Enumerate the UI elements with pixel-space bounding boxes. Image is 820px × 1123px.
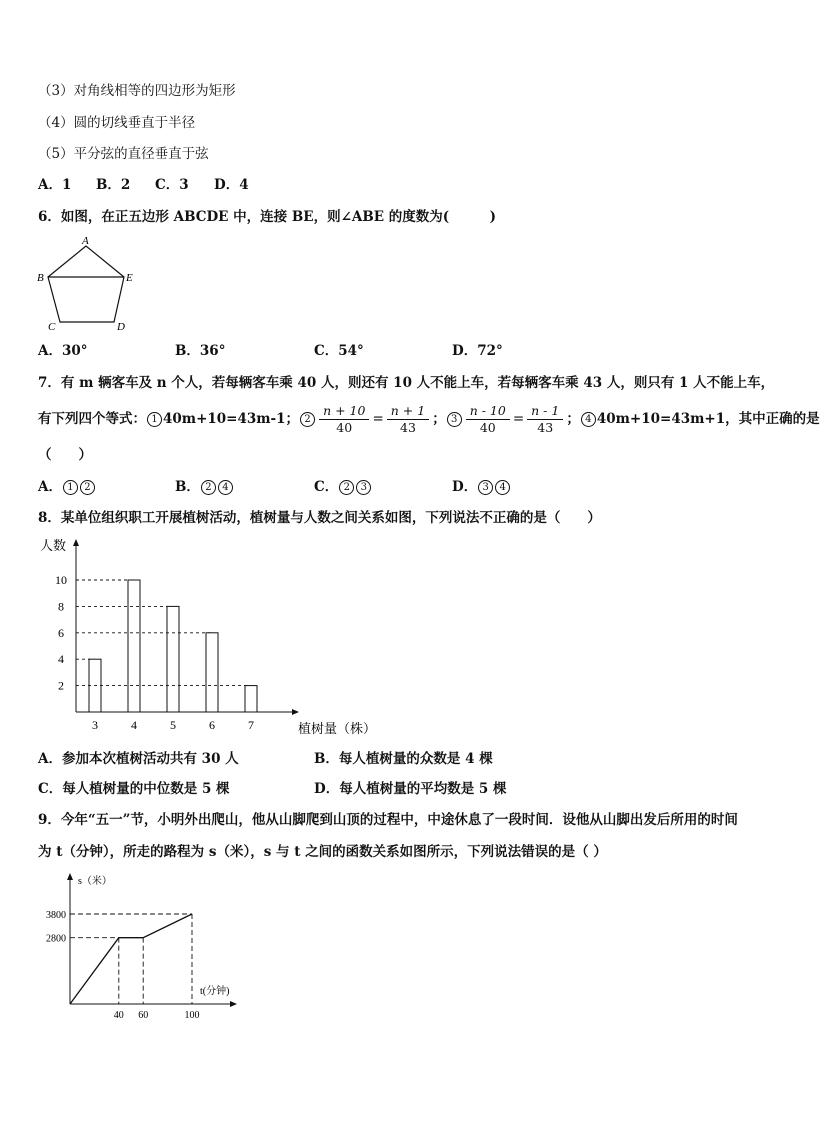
q7-option-d-mark2: 4 <box>495 480 510 495</box>
line-ylabel: s（米） <box>78 876 112 887</box>
q5-option-b: B．2 <box>96 177 131 193</box>
q7-eq4: 40m+10=43m+1，其中正确的是 <box>596 411 820 427</box>
q7-eq4-mark: 4 <box>581 412 596 427</box>
bar-ytick-4: 4 <box>58 652 64 667</box>
bar-xtick-7: 7 <box>248 718 254 732</box>
q7-option-c <box>314 478 372 496</box>
q6-option-d: D．72° <box>452 343 503 359</box>
line-ytick-2800: 2800 <box>46 933 66 945</box>
q8-option-b: B．每人植树量的众数是 4 棵 <box>314 751 493 767</box>
bar-ytick-6: 6 <box>58 625 64 640</box>
bar-xtick-5: 5 <box>170 718 176 732</box>
q5-option-d: D．4 <box>214 177 249 193</box>
q8-option-c: C．每人植树量的中位数是 5 棵 <box>38 781 230 797</box>
q7-option-b-mark2: 4 <box>218 480 233 495</box>
q7-eq2-rhs <box>387 403 429 436</box>
q7-eq3-mark: 3 <box>447 412 462 427</box>
bar-ytick-10: 10 <box>55 573 67 587</box>
q7-stem-prefix: 有下列四个等式： <box>38 411 146 427</box>
pentagon-figure <box>34 234 144 334</box>
q7-eq2-lhs-den: 40 <box>336 419 353 435</box>
q8-option-a: A．参加本次植树活动共有 30 人 <box>38 751 239 767</box>
hiking-distance-line-chart <box>34 868 274 1028</box>
bar-ytick-8: 8 <box>58 599 64 614</box>
bar-xtick-4: 4 <box>131 718 137 732</box>
vertex-label-e: E <box>126 272 133 284</box>
q7-stem-line3: （ ） <box>38 447 92 463</box>
q7-option-d-letter: D． <box>452 479 478 495</box>
q7-option-b-letter: B． <box>175 479 200 495</box>
q7-option-c-mark1: 2 <box>339 480 354 495</box>
q9-stem-line2: 为 t（分钟），所走的路程为 s（米），s 与 t 之间的函数关系如图所示，下列说法错误的是（ ） <box>38 844 607 860</box>
q7-option-c-mark2: 3 <box>356 480 371 495</box>
q7-option-a-letter: A． <box>38 479 62 495</box>
bar-ytick-2: 2 <box>58 678 64 693</box>
q7-stem-line1: 7．有 m 辆客车及 n 个人，若每辆客车乘 40 人，则还有 10 人不能上车，若每辆客车乘 43 人，则只有 1 人不能上车， <box>38 375 775 391</box>
line-xtick-60: 60 <box>138 1010 149 1021</box>
q7-option-b-mark1: 2 <box>201 480 216 495</box>
q7-eq2-lhs-num: n + 10 <box>319 403 369 420</box>
line-xtick-40: 40 <box>113 1010 124 1021</box>
bar-xlabel: 植树量（株） <box>298 722 377 737</box>
q7-eq3-lhs <box>466 403 510 436</box>
q7-option-a-mark2: 2 <box>80 480 95 495</box>
bar-6 <box>206 633 218 712</box>
q7-eq3-sep: ； <box>566 411 580 427</box>
line-ytick-3800: 3800 <box>46 910 66 921</box>
bar-xtick-3: 3 <box>92 718 98 732</box>
q7-eq2-rhs-num: n + 1 <box>387 403 429 420</box>
q7-stem-line2 <box>38 400 820 438</box>
q7-eq3-lhs-den: 40 <box>479 419 496 435</box>
q7-eq2-rhs-den: 43 <box>400 419 416 435</box>
bar-5 <box>167 606 179 712</box>
q6-option-a: A．30° <box>38 343 88 359</box>
q7-option-a-mark1: 1 <box>63 480 78 495</box>
q5-option-c: C．3 <box>155 177 189 193</box>
vertex-label-b: B <box>37 272 44 284</box>
line-series <box>70 914 192 1004</box>
vertex-label-a: A <box>82 235 89 247</box>
q5-item-3: （3）对角线相等的四边形为矩形 <box>38 83 236 99</box>
bar-xtick-6: 6 <box>209 718 215 732</box>
q6-option-b: B．36° <box>175 343 226 359</box>
q5-option-a: A．1 <box>38 177 72 193</box>
q7-eq2-equals: = <box>372 411 384 427</box>
q7-option-d-mark1: 3 <box>478 480 493 495</box>
q6-stem: 6．如图，在正五边形 ABCDE 中，连接 BE，则∠ABE 的度数为( ) <box>38 209 497 225</box>
q7-eq3-lhs-num: n - 10 <box>466 403 510 420</box>
q9-stem-line1: 9．今年“五一”节，小明外出爬山，他从山脚爬到山顶的过程中，中途休息了一段时间．设他从山脚出发后所用的时间 <box>38 812 738 828</box>
q8-stem: 8．某单位组织职工开展植树活动，植树量与人数之间关系如图，下列说法不正确的是（ ） <box>38 510 601 526</box>
q7-option-b <box>175 478 234 496</box>
bar-ylabel: 人数 <box>40 539 67 554</box>
q7-option-a <box>38 478 96 496</box>
q7-eq2-mark: 2 <box>300 412 315 427</box>
tree-planting-bar-chart <box>34 532 404 742</box>
vertex-label-d: D <box>117 321 125 333</box>
q5-item-5: （5）平分弦的直径垂直于弦 <box>38 146 209 162</box>
q8-option-d: D．每人植树量的平均数是 5 棵 <box>314 781 507 797</box>
q7-eq1-mark: 1 <box>147 412 162 427</box>
q7-eq1: 40m+10=43m-1； <box>163 411 300 427</box>
bar-4 <box>128 580 140 712</box>
q7-eq3-rhs-den: 43 <box>537 419 554 435</box>
q6-option-c: C．54° <box>314 343 364 359</box>
line-xtick-100: 100 <box>184 1010 200 1021</box>
bar-7 <box>245 686 257 712</box>
line-xlabel: t(分钟) <box>200 986 230 997</box>
q7-eq3-equals: = <box>512 411 525 427</box>
vertex-label-c: C <box>48 321 56 333</box>
q7-eq3-rhs-num: n - 1 <box>527 403 563 420</box>
q7-eq2-lhs <box>319 403 369 436</box>
q7-option-d <box>452 478 511 496</box>
q5-item-4: （4）圆的切线垂直于半径 <box>38 115 196 131</box>
q7-eq3-rhs <box>527 403 563 436</box>
q7-eq2-sep: ； <box>432 411 446 427</box>
q7-option-c-letter: C． <box>314 479 339 495</box>
